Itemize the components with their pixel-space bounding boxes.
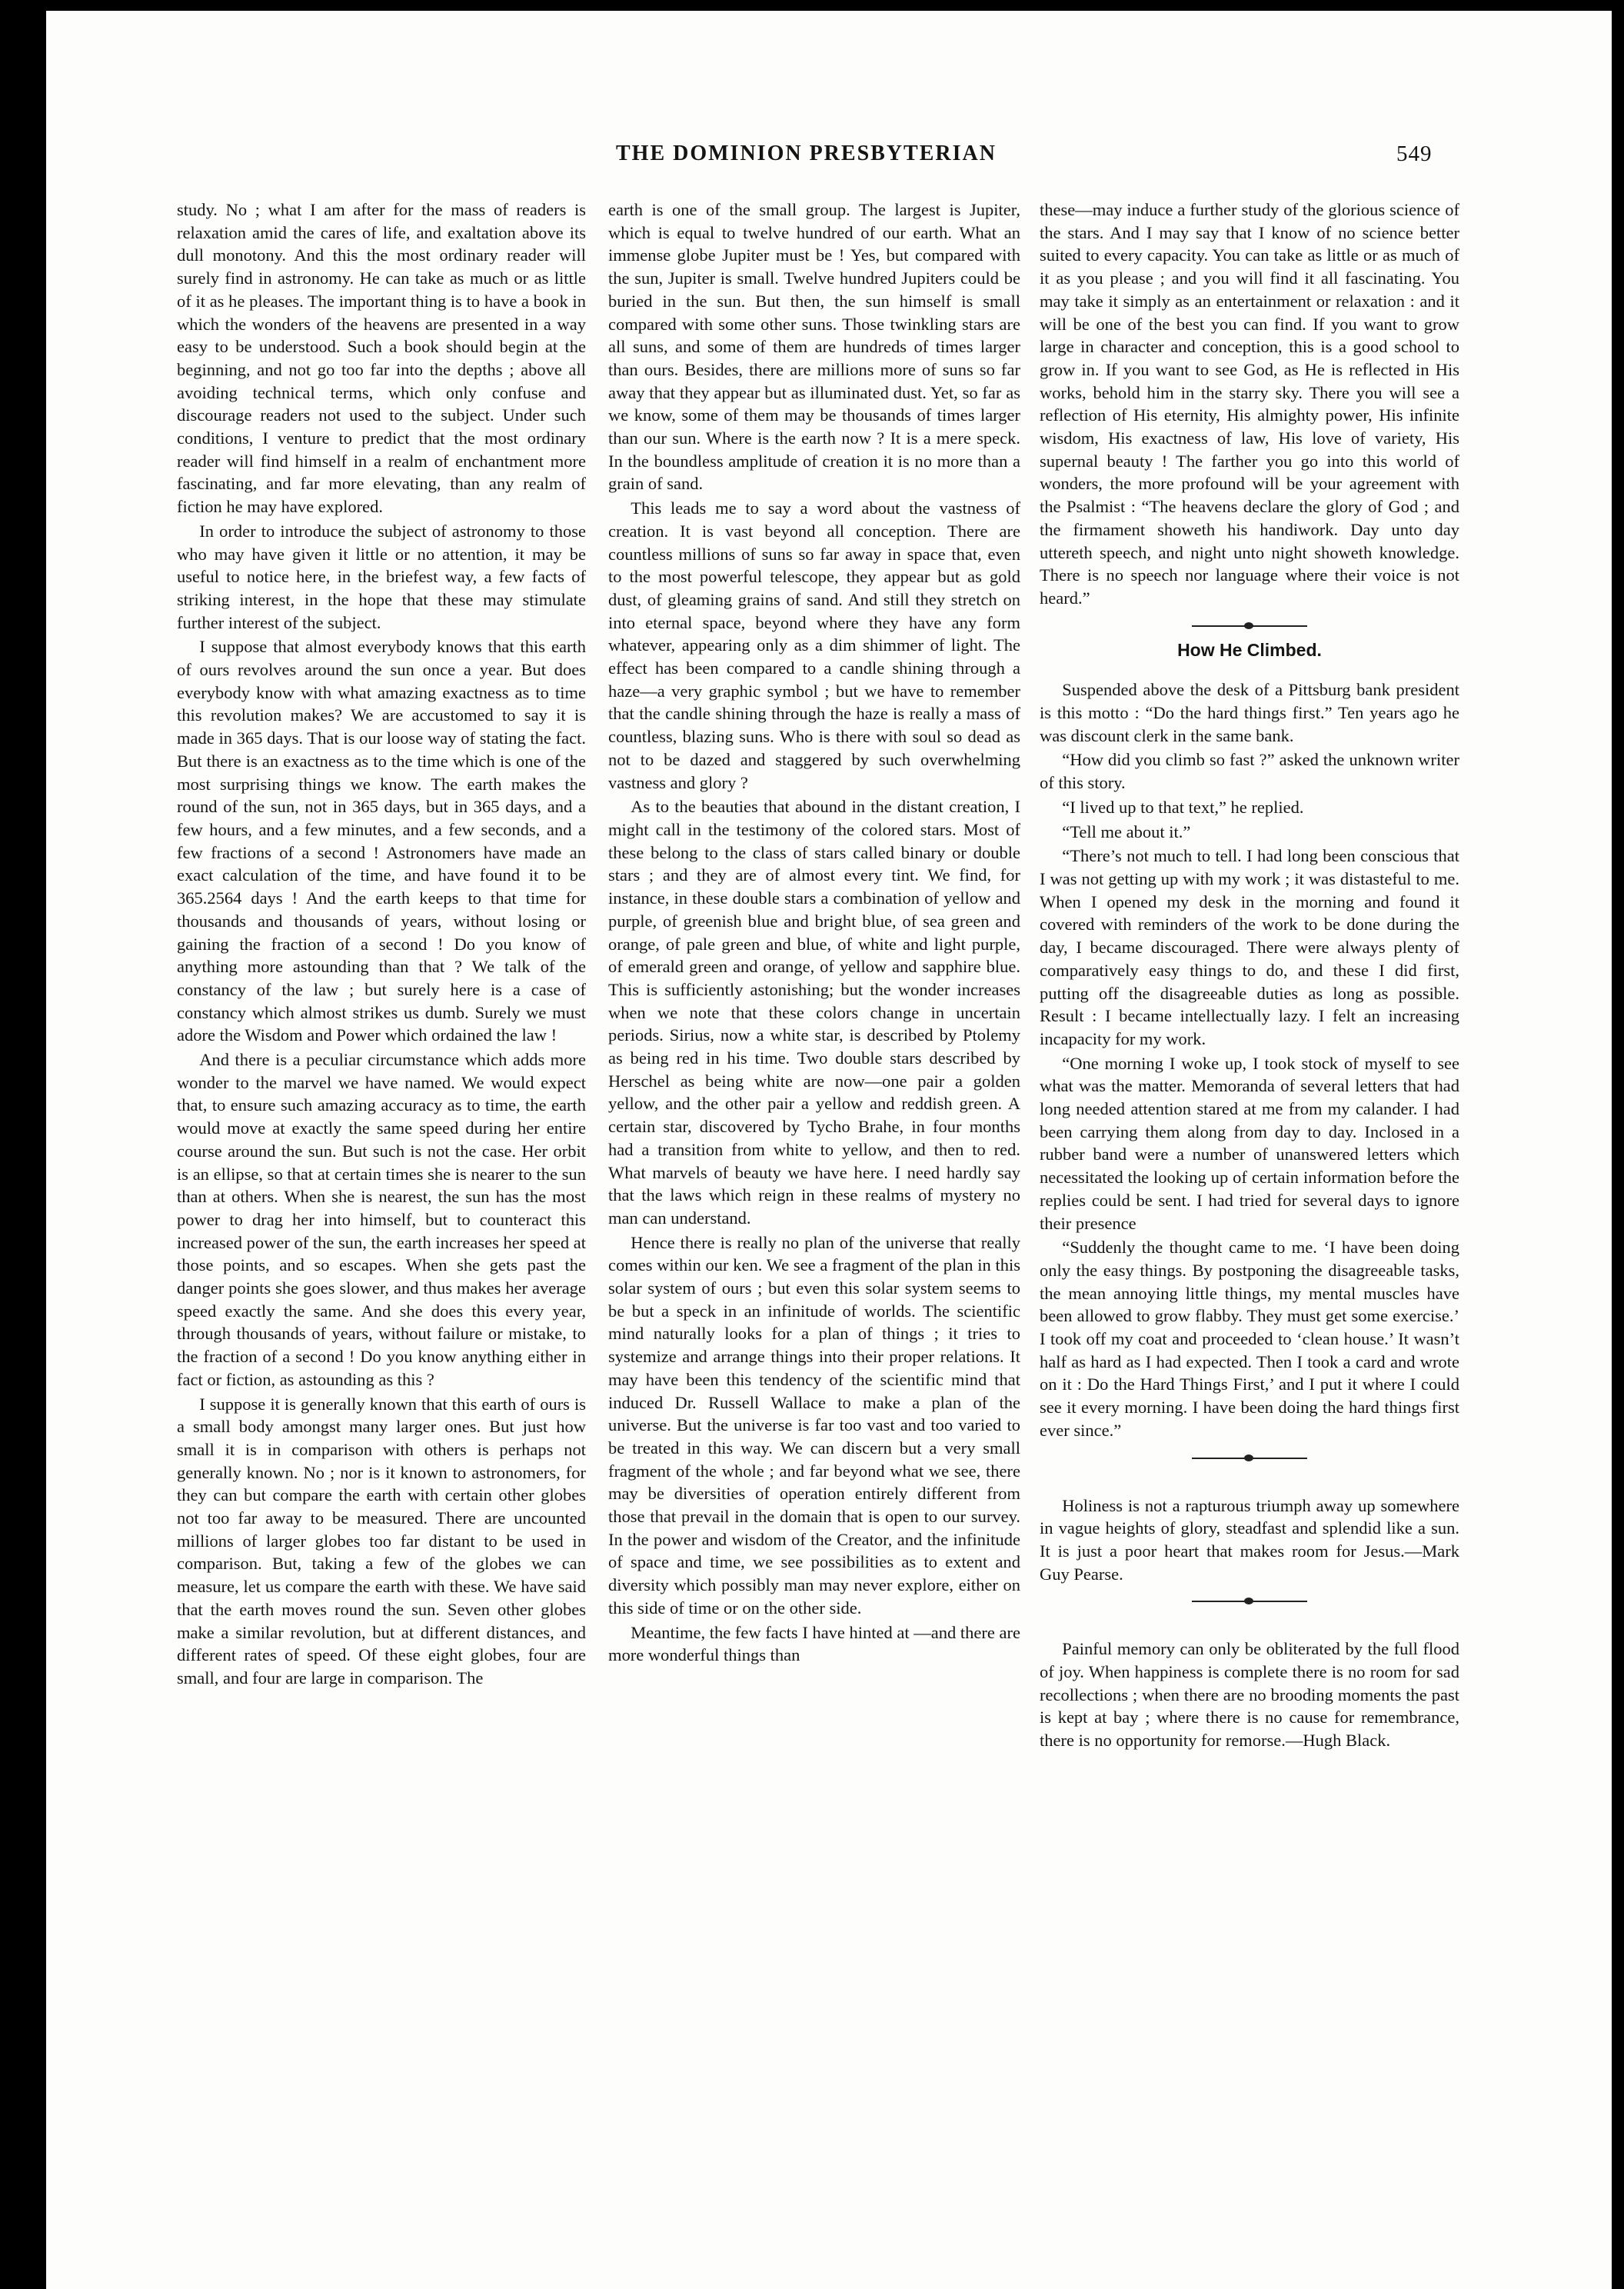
quote-memory: Painful memory can only be obliterated by the full flood of joy. When happiness is complete there is no room for sad recollections ; when there are no brooding moments the past is kept at bay ; where there is no cause for remembrance, there is no opportunity for remorse.—Hugh Black. — [1040, 1639, 1459, 1751]
paragraph: “How did you climb so fast ?” asked the unknown writer of this story. — [1040, 750, 1459, 793]
quote-holiness: Holiness is not a rapturous triumph away up somewhere in vague heights of glory, steadfast and splendid like a sun. It is just a poor heart that makes room for Jesus.—Mark Guy Pearse. — [1040, 1495, 1459, 1584]
running-head: THE DOMINION PRESBYTERIAN — [616, 142, 997, 165]
divider-dot — [1244, 1454, 1253, 1461]
spacer — [1040, 1614, 1459, 1638]
paragraph: “One morning I woke up, I took stock of myself to see what was the matter. Memoranda of several letters that had long needed attention stared at me from my calander. I had been carrying them along from day to day. Inclosed in a rubber band were a number of unanswered letters which necessitated the looking up of certain information before the replies could be sent. I had tried for several days to ignore their presence — [1040, 1053, 1459, 1233]
column-2 — [608, 198, 1020, 1668]
paragraph: I suppose that almost everybody knows that this earth of ours revolves around the sun once a year. But does everybody know with what amazing exactness as to time this revolution makes? We are accustomed to say it is made in 365 days. That is our loose way of stating the fact. But there is an exactness as to the time which is one of the most surprising things we know. The earth makes the round of the sun, not in 365 days, but in 365 days, and a few hours, and a few minutes, and a few seconds, and a few fractions of a second ! Astronomers have made an exact calculation of the time, and have found it to be 365.2564 days ! And the earth keeps to that time for thousands and thousands of years, without losing or gaining the fraction of a second ! Do you know of anything more astounding than that ? We talk of the constancy of the law ; but surely here is a case of constancy which almost strikes us dumb. Surely we must adore the Wisdom and Power which ordained the law ! — [177, 637, 586, 1045]
page-number: 549 — [1396, 142, 1433, 166]
paragraph: “Suddenly the thought came to me. ‘I have been doing only the easy things. By postponing the disagreeable tasks, the mean annoying little things, my mental muscles have been allowed to grow flabby. They must get some exercise.’ I took off my coat and proceeded to ‘clean house.’ It wasn’t half as hard as I had expected. Then I took a card and wrote on it : Do the Hard Things First,’ and I put it where I could see it every morning. I have been doing the hard things first ever since.” — [1040, 1238, 1459, 1440]
paragraph: these—may induce a further study of the glorious science of the stars. And I may say that I know of no science better suited to every capacity. You can take as little or as much of it as you please ; and you will find it all fascinating. You may take it simply as an entertainment or relaxation : and it will be one of the best you can find. If you want to grow large in character and conception, this is a good school to grow in. If you want to see God, as He is reflected in His works, behold him in the starry sky. There you will see a reflection of His eternity, His almighty power, His infinite wisdom, His exactness of law, His love of variety, His supernal beauty ! The farther you go into this world of wonders, the more profound will be your agreement with the Psalmist : “The heavens declare the glory of God ; and the firmament showeth his handiwork. Day unto day uttereth speech, and night unto night showeth knowledge. There is no speech nor language where their voice is not heard.” — [1040, 200, 1459, 608]
paragraph: In order to introduce the subject of astronomy to those who may have given it little or no attention, it may be useful to notice here, in the briefest way, a few facts of striking interest, in the hope that these may stimulate further interest of the subject. — [177, 521, 586, 632]
column-1 — [177, 198, 586, 1691]
ornamental-divider — [1192, 1453, 1307, 1464]
paragraph: I suppose it is generally known that this earth of ours is a small body amongst many larger ones. But just how small it is in comparison with others is perhaps not generally known. No ; nor is it known to astronomers, for they can but compare the earth with certain other globes not too far away to be measured. There are uncounted millions of larger globes too far distant to be used in comparison. But, taking a few of the globes we can measure, let us compare the earth with these. We have said that the earth moves round the sun. Seven other globes make a similar revolution, but at different distances, and different rates of speed. Of these eight globes, four are small, and four are large in comparison. The — [177, 1394, 586, 1688]
paragraph: Suspended above the desk of a Pittsburg bank president is this motto : “Do the hard things first.” Ten years ago he was discount clerk in the same bank. — [1040, 680, 1459, 745]
paragraph: study. No ; what I am after for the mass of readers is relaxation amid the cares of life, and exaltation above its dull monotony. And this the most ordinary reader will surely find in astronomy. He can take as much or as little of it as he pleases. The important thing is to have a book in which the wonders of the heavens are presented in a way easy to be understood. Such a book should begin at the beginning, and not go too far into the depths ; above all avoiding technical terms, which only confuse and discourage readers not used to the subject. Under such conditions, I venture to predict that the most ordinary reader will find himself in a realm of enchantment more fascinating, and far more elevating, than any realm of fiction he may have explored. — [177, 200, 586, 517]
newspaper-sheet — [46, 11, 1612, 2289]
ornamental-divider — [1192, 621, 1307, 631]
paragraph: “Tell me about it.” — [1062, 821, 1191, 841]
column-3 — [1040, 198, 1459, 1754]
paragraph: “There’s not much to tell. I had long been conscious that I was not getting up with my work ; it was distasteful to me. When I opened my desk in the morning and found it covered with reminders of the work to be done during the day, I became discouraged. There were always plenty of comparatively easy things to do, and these I did first, putting off the disagreeable duties as long as possible. Result : I became intellectually lazy. I felt an increasing incapacity for my work. — [1040, 846, 1459, 1048]
divider-dot — [1244, 622, 1253, 629]
ornamental-divider — [1192, 1596, 1307, 1607]
paragraph: As to the beauties that abound in the distant creation, I might call in the testimony of the colored stars. Most of these belong to the class of stars called binary or double stars ; and they are of almost every tint. We find, for instance, in these double stars a combination of yellow and purple, of greenish blue and bright blue, of sea green and orange, of pale green and blue, of white and light purple, of emerald green and orange, of yellow and sapphire blue. This is sufficiently astonishing; but the wonder increases when we note that these colors change in uncertain periods. Sirius, now a white star, is described by Ptolemy as being red in his time. Two double stars described by Herschel as being white are now—one pair a golden yellow, and the other pair a yellow and reddish green. A certain star, discovered by Tycho Brahe, in four months had a transition from white to yellow, and then to red. What marvels of beauty we have here. I need hardly say that the laws which reign in these realms of mystery no man can understand. — [608, 797, 1020, 1228]
paragraph: This leads me to say a word about the vastness of creation. It is vast beyond all conception. There are countless millions of suns so far away in space that, even to the most powerful telescope, they appear but as gold dust, of gleaming grains of sand. And still they stretch on into eternal space, beyond where they have any form whatever, appearing only as a dim shimmer of light. The effect has been compared to a candle shining through a haze—a very graphic symbol ; but we have to remember that the candle shining through the haze is really a mass of countless, blazing suns. Who is there with soul so dead as not to be dazed and staggered by such overwhelming vastness and glory ? — [608, 498, 1020, 792]
paragraph: Hence there is really no plan of the universe that really comes within our ken. We see a fragment of the plan in this solar system of ours ; but even this solar system seems to be but a speck in an infinitude of worlds. The scientific mind naturally looks for a plan of things ; it tries to systemize and arrange things into their proper relations. It may have been this tendency of the scientific mind that induced Dr. Russell Wallace to make a plan of the universe. But the universe is far too vast and too varied to be treated in this way. We can discern but a very small fragment of the whole ; and far beyond what we see, there may be diversities of operation entirely different from those that prevail in the domain that is open to our survey. In the power and wisdom of the Creator, and the infinitude of space and time, we see possibilities as to extent and diversity which possibly man may never explore, either on this side of time or on the other side. — [608, 1232, 1020, 1618]
paragraph: Meantime, the few facts I have hinted at —and there are more wonderful things than — [608, 1622, 1020, 1665]
paragraph: “I lived up to that text,” he replied. — [1062, 797, 1304, 817]
paragraph: And there is a peculiar circumstance which adds more wonder to the marvel we have named. We would expect that, to ensure such amazing accuracy as to time, the earth would move at exactly the same speed during her entire course around the sun. But such is not the case. Her orbit is an ellipse, so that at certain times she is nearer to the sun than at others. When she is nearest, the sun has the most power to drag her into himself, but to counteract this increased power of the sun, the earth increases her speed at those points, and so escapes. When she gets past the danger points she goes slower, and thus makes her average speed exactly the same. And she does this every year, through thousands of years, without failure or mistake, to the fraction of a second ! Do you know anything either in fact or fiction, as astounding as this ? — [177, 1050, 586, 1389]
divider-dot — [1244, 1598, 1253, 1604]
spacer — [1040, 1471, 1459, 1494]
paragraph: earth is one of the small group. The largest is Jupiter, which is equal to twelve hundred of our earth. What an immense globe Jupiter must be ! Yes, but compared with the sun, Jupiter is small. Twelve hundred Jupiters could be buried in the sun. But then, the sun himself is small compared with some other suns. Those twinkling stars are all suns, and some of them are hundreds of times larger than ours. Besides, there are millions more of suns so far away that they appear but as illuminated dust. Yet, so far as we know, some of them may be thousands of times larger than our sun. Where is the earth now ? It is a mere speck. In the boundless amplitude of creation it is no more than a grain of sand. — [608, 200, 1020, 494]
story-title: How He Climbed. — [1177, 639, 1322, 660]
